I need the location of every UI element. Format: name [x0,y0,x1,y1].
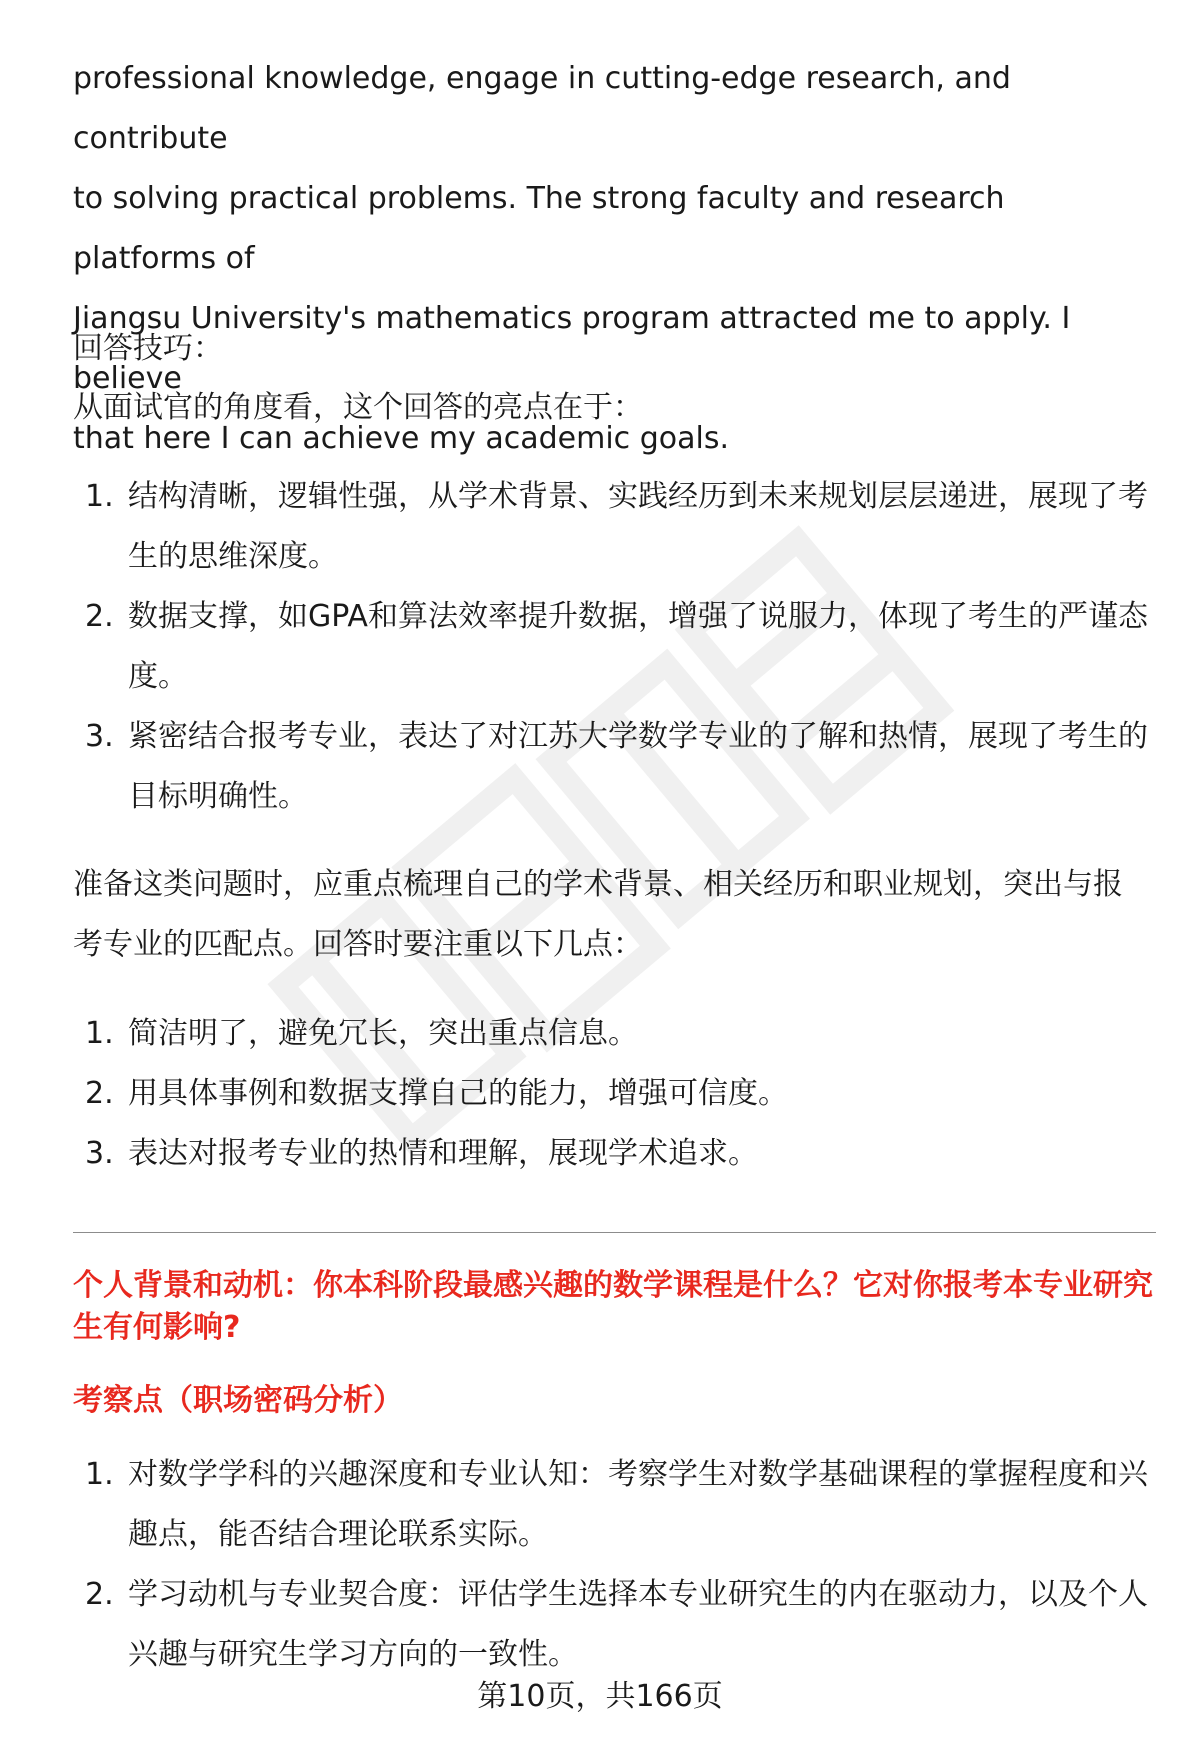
highlights-list [73,467,1148,827]
list-text: 学习动机与专业契合度：评估学生选择本专业研究生的内在驱动力，以及个人兴趣与研究生学习方向的一致性。 [128,1577,1148,1672]
tips-intro: 从面试官的角度看，这个回答的亮点在于： [73,390,643,425]
list-number: 3. [85,1136,114,1171]
list-text: 紧密结合报考专业，表达了对江苏大学数学专业的了解和热情，展现了考生的目标明确性。 [128,719,1148,814]
list-text: 对数学学科的兴趣深度和专业认知：考察学生对数学基础课程的掌握程度和兴趣点，能否结合理论联系实际。 [128,1457,1148,1552]
list-item [73,1445,1148,1565]
prep-paragraph: 准备这类问题时，应重点梳理自己的学术背景、相关经历和职业规划，突出与报考专业的匹配点。回答时要注重以下几点： [73,867,1123,962]
list-number: 1. [85,1016,114,1051]
list-item [73,467,1148,587]
exam-points-list [73,1445,1148,1685]
list-item [73,1064,1148,1124]
list-number: 2. [85,1577,114,1612]
list-number: 2. [85,1076,114,1111]
intro-line: professional knowledge, engage in cutting-edge research, and contribute [73,61,1011,156]
tips-label: 回答技巧： [73,331,223,366]
list-text: 用具体事例和数据支撑自己的能力，增强可信度。 [128,1076,788,1111]
list-item [73,1565,1148,1685]
list-text: 简洁明了，避免冗长，突出重点信息。 [128,1016,638,1051]
list-number: 2. [85,599,114,634]
list-number: 1. [85,479,114,514]
list-number: 1. [85,1457,114,1492]
list-item [73,707,1148,827]
intro-line: to solving practical problems. The strong faculty and research platforms of [73,181,1005,276]
list-item [73,1004,1148,1064]
question-heading: 个人背景和动机：你本科阶段最感兴趣的数学课程是什么？它对你报考本专业研究生有何影响? [73,1268,1153,1345]
section-divider [73,1232,1156,1233]
intro-line: Jiangsu University's mathematics program attracted me to apply. I believe [73,301,1071,396]
page-footer: 第10页，共166页 [477,1679,723,1714]
list-item [73,587,1148,707]
list-text: 结构清晰，逻辑性强，从学术背景、实践经历到未来规划层层递进，展现了考生的思维深度。 [128,479,1148,574]
intro-line: that here I can achieve my academic goals. [73,421,729,456]
list-text: 数据支撑，如GPA和算法效率提升数据，增强了说服力，体现了考生的严谨态度。 [128,599,1148,694]
list-text: 表达对报考专业的热情和理解，展现学术追求。 [128,1136,758,1171]
list-item [73,1124,1148,1184]
list-number: 3. [85,719,114,754]
exam-points-heading: 考察点（职场密码分析） [73,1383,403,1418]
points-list [73,1004,1148,1184]
